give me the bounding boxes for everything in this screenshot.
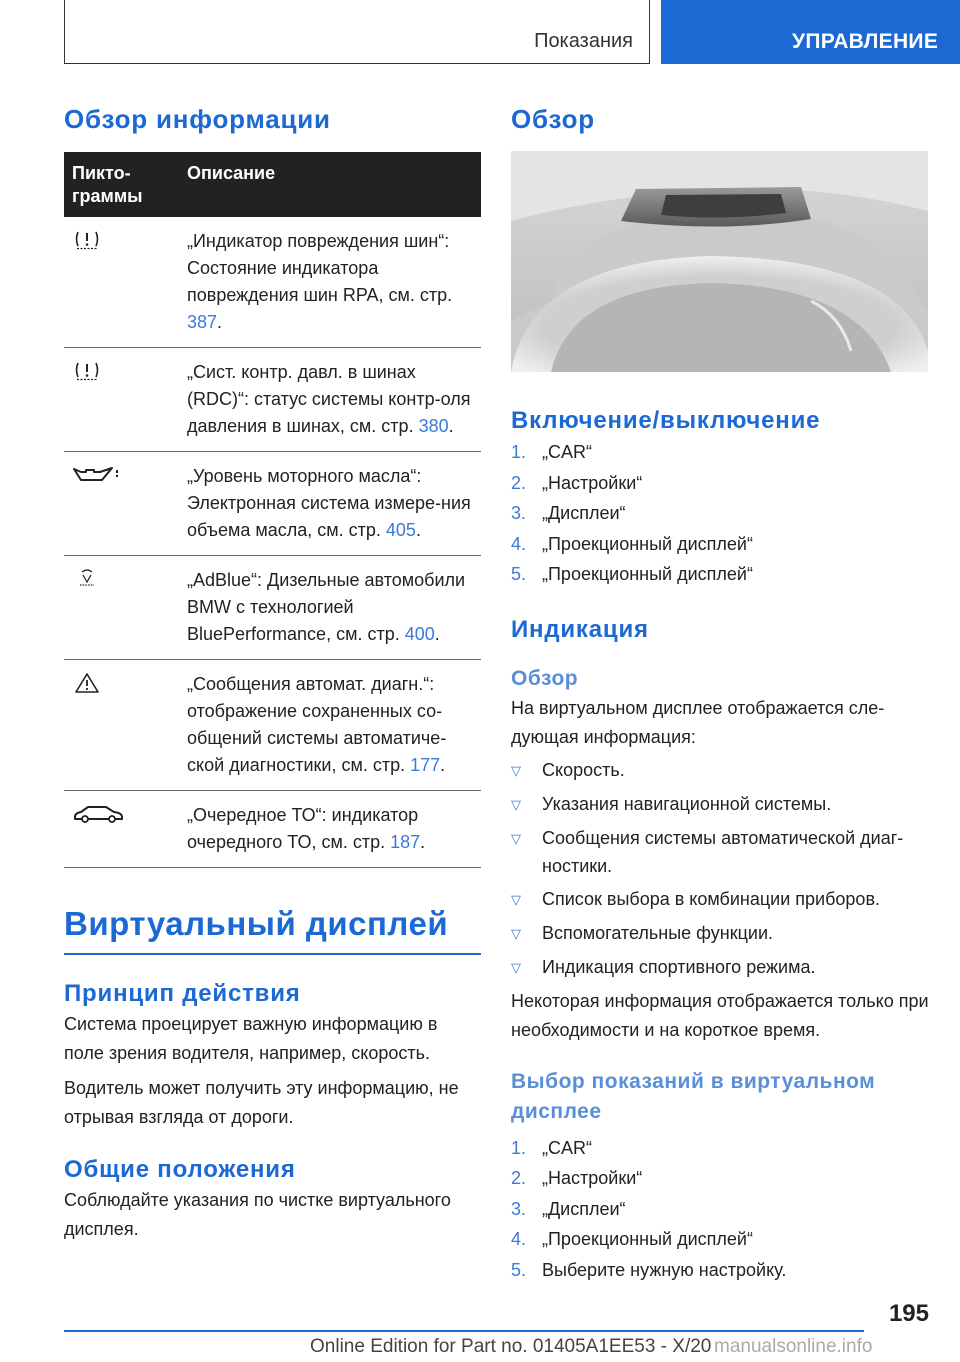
title-underline [64,953,481,955]
header-section-label: Показания [534,30,633,52]
table-header-description: Описание [187,163,276,183]
table-cell-description: „Уровень моторного масла“: Электронная система измере-ния объема масла, см. стр. 405. [187,452,481,556]
row-description-text: „Уровень моторного масла“: Электронная система измере-ния объема масла, см. стр. [187,466,471,540]
head-up-display-photo [511,151,928,372]
page-link[interactable]: 405 [385,520,416,540]
list-item: 5. „Проекционный дисплей“ [511,559,931,590]
item-text: Вспомогательные функции. [542,922,774,943]
triangle-bullet-icon: ▽ [511,891,521,907]
page-link[interactable]: 380 [418,416,449,436]
list-item: 5. Выберите нужную настройку. [511,1255,931,1286]
step-text: „Дисплеи“ [542,503,626,523]
item-text: Скорость. [542,759,625,780]
item-text: Указания навигационной системы. [542,793,832,814]
list-item [511,824,931,880]
list-item [511,790,931,819]
list-item [511,756,931,785]
header-section-box [64,0,650,64]
step-text: „Проекционный дисплей“ [542,564,753,584]
triangle-bullet-icon: ▽ [511,959,521,975]
page-link[interactable]: 387 [187,312,218,332]
select-steps-list [511,1133,931,1286]
indication-items-list [511,756,931,982]
step-text: „Настройки“ [542,1168,643,1188]
table-header-pictograms-text: Пикто- граммы [72,163,143,206]
principle-title: Принцип действия [64,979,301,1007]
table-row [64,348,481,452]
indication-intro: На виртуальном дисплее отображается сле-дующая информация: [511,697,885,747]
step-text: „Дисплеи“ [542,1198,626,1219]
table-header-pictograms [64,152,187,217]
general-paragraph: Соблюдайте указания по чистке виртуального дисплея. [64,1189,451,1239]
virtual-display-title: Виртуальный дисплей [64,905,449,942]
tire-warning-icon [72,360,102,382]
list-item: 2. „Настройки“ [511,1163,931,1194]
onoff-steps-list [511,437,931,590]
header-chapter-tab[interactable]: УПРАВЛЕНИЕ [661,0,960,64]
list-item [511,919,931,948]
list-item [511,953,931,982]
step-text: Выберите нужную настройку. [542,1259,787,1280]
table-row [64,791,481,868]
onoff-title: Включение/выключение [511,407,821,434]
page-link[interactable]: 177 [410,755,441,775]
adblue-icon [72,568,102,590]
list-item: 3. „Дисплеи“ [511,498,931,529]
left-column [64,104,481,1244]
list-item: 3. „Дисплеи“ [511,1194,931,1225]
item-text: Сообщения системы автоматической диаг-ностики. [542,827,904,876]
triangle-bullet-icon: ▽ [511,925,521,941]
table-cell-icon [64,452,187,556]
list-item: 2. „Настройки“ [511,468,931,499]
list-item: 1. „CAR“ [511,1133,931,1164]
warning-triangle-icon [72,672,102,694]
oil-can-icon [72,464,126,486]
table-cell-icon [64,556,187,660]
step-text: „CAR“ [542,1137,592,1158]
list-item [511,885,931,914]
indication-note: Некоторая информация отображается только при необходимости и на короткое время. [511,990,929,1040]
table-cell-icon [64,660,187,791]
table-cell-description: „Сообщения автомат. диагн.“: отображение сохраненных со-общений системы автоматиче-ской диагностики, см. стр. 177. [187,660,481,791]
table-header-row [64,152,481,217]
principle-paragraph-1: Система проецирует важную информацию в поле зрения водителя, например, скорость. [64,1013,438,1063]
footer-watermark: manualsonline.info [714,1336,873,1357]
page-link[interactable]: 187 [390,832,421,852]
overview-title: Обзор [511,104,595,134]
pictogram-table [64,152,481,868]
footer-rule [64,1330,864,1332]
triangle-bullet-icon: ▽ [511,762,521,778]
row-description-text: „Сообщения автомат. диагн.“: отображение сохраненных со-общений системы автоматиче-ской диагностики, см. стр. [187,674,447,775]
page-link[interactable]: 400 [404,624,435,644]
triangle-bullet-icon: ▽ [511,796,521,812]
table-cell-icon [64,217,187,348]
right-column [511,104,931,1285]
overview-info-title: Обзор информации [64,104,331,134]
table-cell-icon [64,791,187,868]
table-row [64,556,481,660]
car-service-icon [72,803,126,825]
list-item: 1. „CAR“ [511,437,931,468]
principle-paragraph-2: Водитель может получить эту информацию, не отрывая взгляда от дороги. [64,1077,459,1127]
row-description-text: „AdBlue“: Дизельные автомобили BMW с технологией BluePerformance, см. стр. [187,570,466,644]
table-cell-icon [64,348,187,452]
step-text: „Проекционный дисплей“ [542,1229,753,1249]
general-title: Общие положения [64,1155,296,1183]
table-row [64,217,481,348]
step-text: „CAR“ [542,442,592,462]
indication-title: Индикация [511,615,649,643]
row-description-text: „Индикатор повреждения шин“: Состояние индикатора повреждения шин RPA, см. стр. [187,231,453,305]
tire-warning-icon [72,229,102,251]
table-cell-description: „AdBlue“: Дизельные автомобили BMW с технологией BluePerformance, см. стр. 400. [187,556,481,660]
list-item: 4. „Проекционный дисплей“ [511,529,931,560]
item-text: Список выбора в комбинации приборов. [542,888,881,909]
list-item: 4. „Проекционный дисплей“ [511,1224,931,1255]
footer-edition: Online Edition for Part no. 01405A1EE53 - X/20 [310,1336,712,1357]
row-description-text: „Сист. контр. давл. в шинах (RDC)“: статус системы контр-оля давления в шинах, см. стр. [187,362,471,436]
row-description-text: „Очередное ТО“: индикатор очередного ТО, см. стр. [187,805,419,852]
page-number: 195 [888,1300,929,1327]
step-text: „Проекционный дисплей“ [542,533,753,554]
table-row [64,660,481,791]
indication-overview-title: Обзор [511,666,579,690]
table-cell-description: „Сист. контр. давл. в шинах (RDC)“: статус системы контр-оля давления в шинах, см. стр. 380. [187,348,481,452]
select-title: Выбор показаний в виртуальном дисплее [511,1069,876,1123]
step-text: „Настройки“ [542,472,643,493]
table-row [64,452,481,556]
table-cell-description: „Очередное ТО“: индикатор очередного ТО, см. стр. 187. [187,791,481,868]
table-cell-description: „Индикатор повреждения шин“: Состояние индикатора повреждения шин RPA, см. стр. 387. [187,217,481,348]
triangle-bullet-icon: ▽ [511,830,521,846]
item-text: Индикация спортивного режима. [542,956,816,977]
